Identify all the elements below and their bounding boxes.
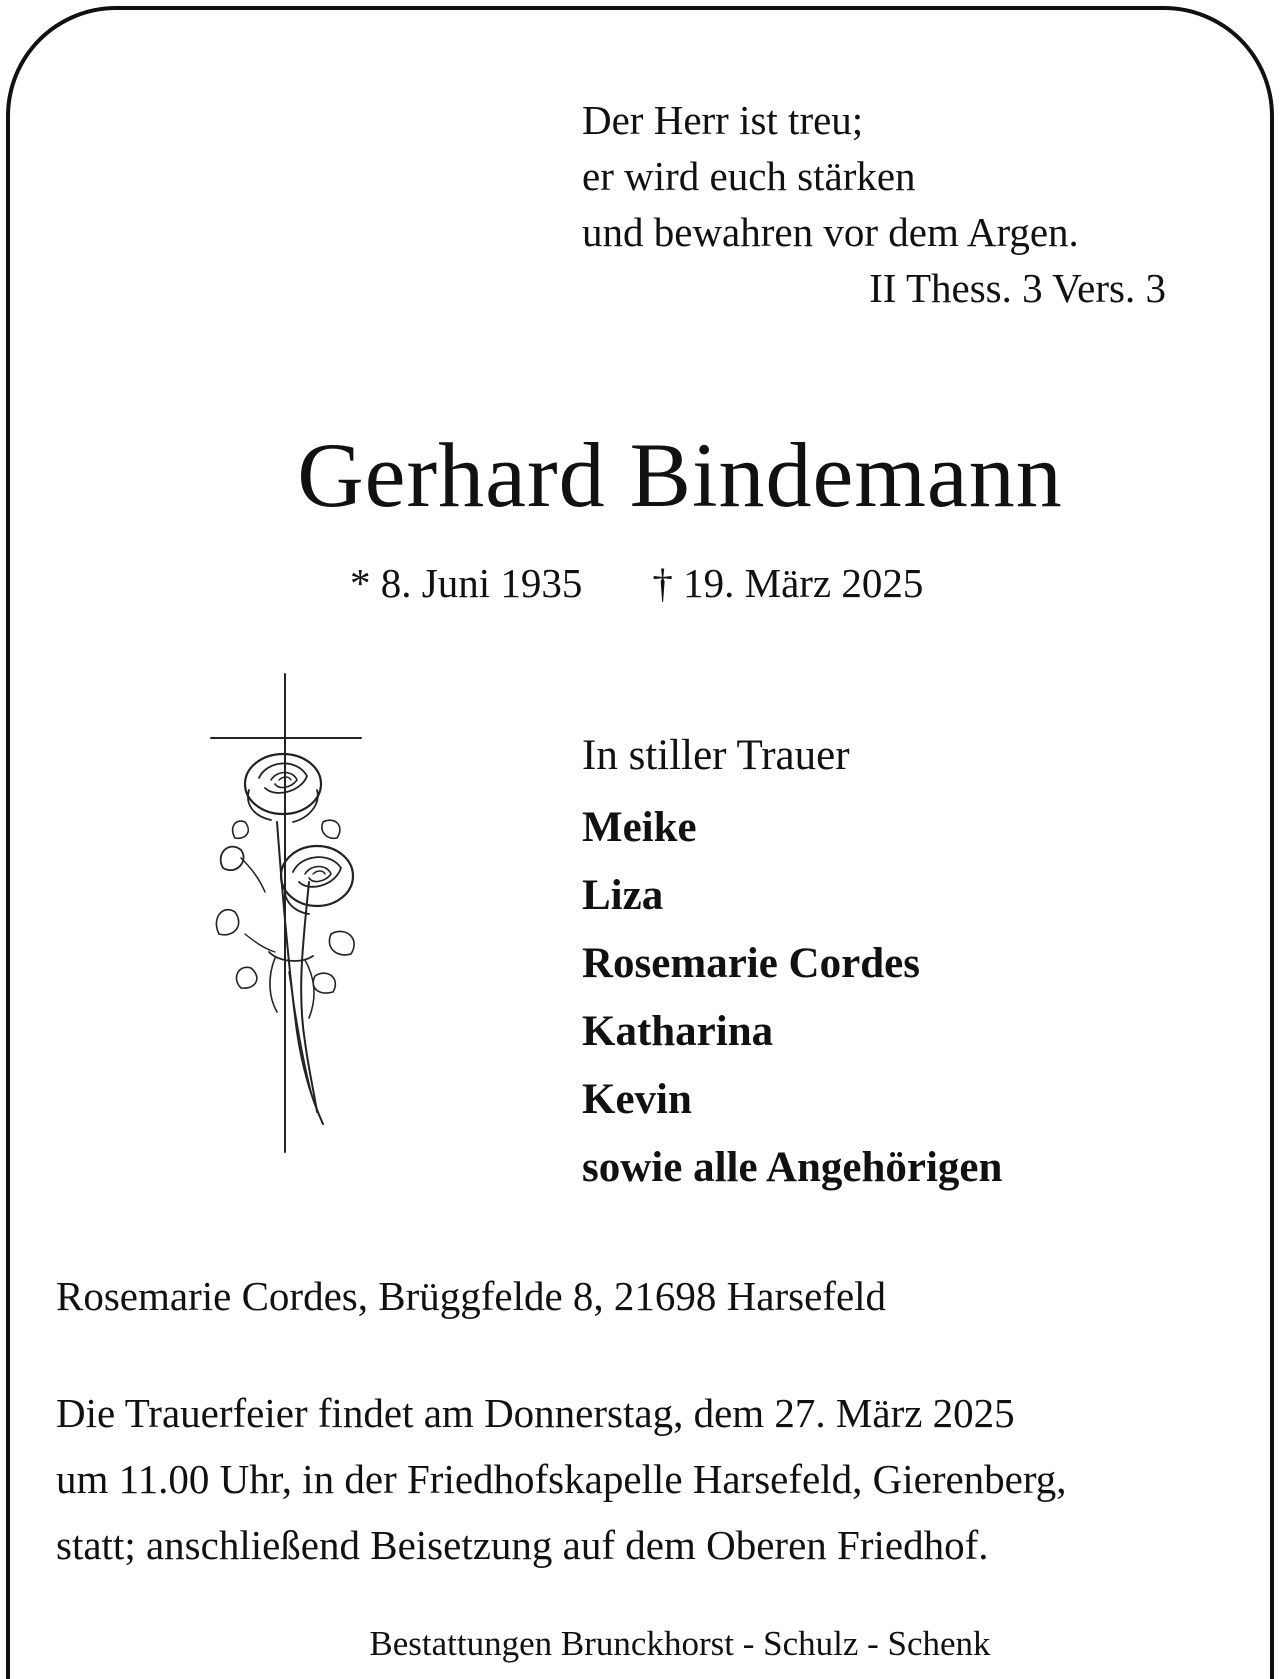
mourner-name: Katharina	[582, 1008, 774, 1055]
contact-address: Rosemarie Cordes, Brüggfelde 8, 21698 Harsefeld	[56, 1273, 887, 1319]
service-line: Die Trauerfeier findet am Donnerstag, dem 27. März 2025	[56, 1390, 1015, 1436]
verse-line: Der Herr ist treu;	[582, 97, 864, 143]
funeral-home: Bestattungen Brunckhorst - Schulz - Schenk	[369, 1624, 991, 1663]
mourner-name: Kevin	[582, 1076, 692, 1123]
deceased-name: Gerhard Bindemann	[297, 424, 1063, 526]
mourner-name: Rosemarie Cordes	[582, 940, 920, 987]
death-date: † 19. März 2025	[652, 560, 924, 606]
funeral-service-details	[56, 1380, 1246, 1578]
service-line: um 11.00 Uhr, in der Friedhofskapelle Harsefeld, Gierenberg,	[56, 1456, 1067, 1502]
verse-line: und bewahren vor dem Argen.	[582, 209, 1079, 255]
mourner-name: sowie alle Angehörigen	[582, 1144, 1003, 1191]
mourner-name: Meike	[582, 804, 697, 851]
mourners-list	[582, 728, 1002, 1202]
mourner-name: Liza	[582, 872, 664, 919]
bible-verse	[582, 92, 1172, 316]
verse-line: er wird euch stärken	[582, 153, 916, 199]
verse-reference: II Thess. 3 Vers. 3	[869, 265, 1166, 311]
birth-date: * 8. Juni 1935	[350, 560, 583, 606]
service-line: statt; anschließend Beisetzung auf dem Oberen Friedhof.	[56, 1522, 989, 1568]
cross-with-roses-icon	[205, 672, 375, 1154]
mourning-intro: In stiller Trauer	[582, 732, 850, 779]
life-dates	[350, 558, 923, 608]
